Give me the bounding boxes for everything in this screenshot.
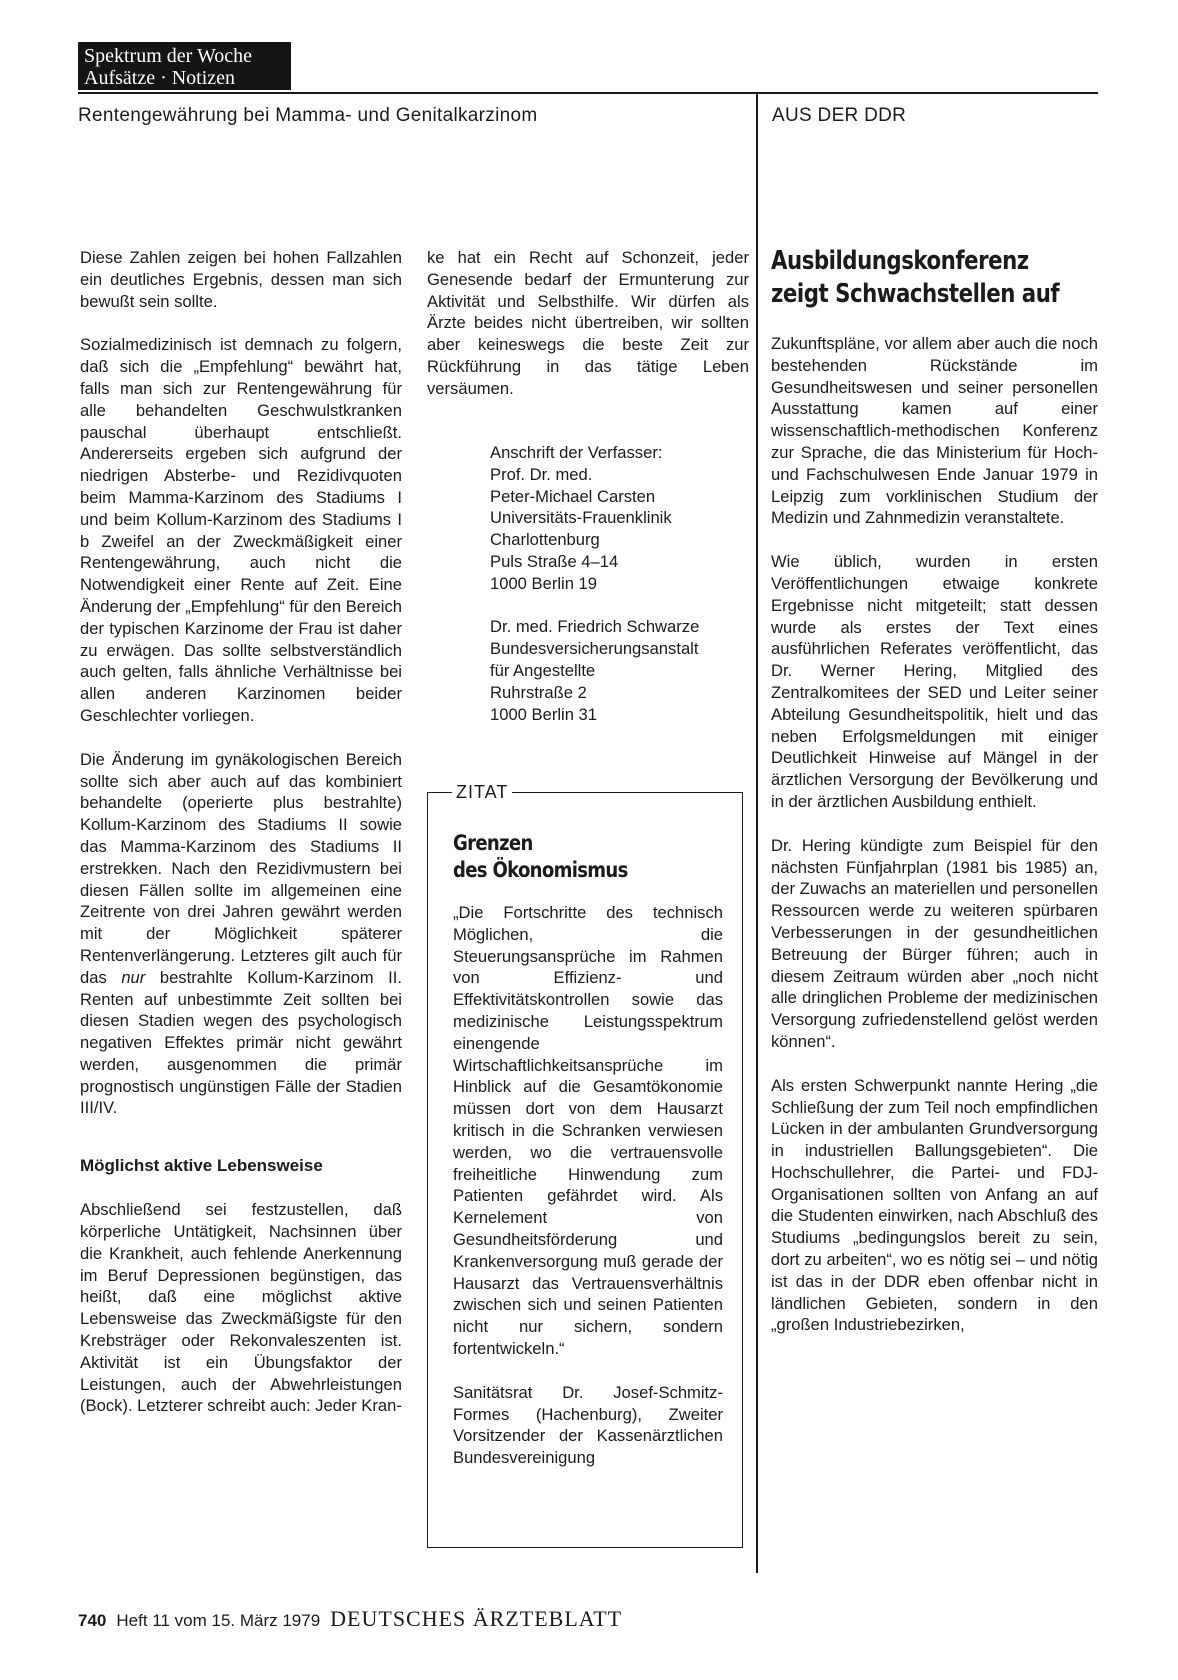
journal-name: DEUTSCHES ÄRZTEBLATT (330, 1606, 623, 1631)
quote-title: Grenzen des Ökonomismus (453, 831, 628, 882)
paragraph: Zukunftspläne, vor allem aber auch die noch bestehenden Rückstände im Gesundheitswesen und seiner personellen Ausstattung kamen auf einer wissenschaftlich-methodischen Konferenz zur Sprache, die das Ministerium für Hoch- und Fachschulwesen Ende Januar 1979 in Leipzig zum vorklinischen Studium der Medizin und Zahnmedizin veranstaltete. (771, 334, 1098, 528)
address-line: für Angestellte (490, 660, 596, 680)
address-line: Bundesversicherungsanstalt (490, 639, 699, 659)
article-column-2 (427, 247, 749, 400)
quote-content (453, 830, 723, 1469)
address-line: Anschrift der Verfasser: (490, 443, 663, 462)
emphasis: nur (121, 967, 146, 987)
paragraph: ke hat ein Recht auf Schonzeit, jeder Genesende bedarf der Ermunterung zur Aktivität und Selbsthilfe. Wir dürfen als Ärzte beides nicht übertreiben, wir sollten aber keineswegs die beste Zeit zur Rückführung in das tätige Leben versäumen. (427, 248, 749, 398)
address-line: 1000 Berlin 31 (490, 704, 598, 724)
section-badge (78, 42, 291, 90)
quote-text: „Die Fortschritte des technisch Möglichen, die Steuerungsansprüche im Rahmen von Effizienz- und Effektivitätskontrollen sowie das medizinische Leistungsspektrum einengende Wirtschaftlichkeitsansprüche im Hinblick auf die Gesamtökonomie müssen dort von dem Hausarzt kritisch in die Schranken verwiesen werden, wo die vertrauensvolle freiheitliche Hinwendung zum Patienten gefährdet wird. Als Kernelement von Gesundheitsförderung und Krankenversorgung muß gerade der Hausarzt das Vertrauensverhältnis zwischen sich und seinen Patienten nicht nur sichern, sondern fortentwickeln.“ (453, 903, 723, 1358)
paragraph: Sozialmedizinisch ist demnach zu folgern, daß sich die „Empfehlung“ bewährt hat, falls man sich zur Rentengewährung für alle behandelten Geschwulstkranken pauschal überhaupt entschließt. Andererseits ergeben sich aufgrund der niedrigen Absterbe- und Rezidivquoten beim Mamma-Karzinom des Stadiums I und beim Kollum-Karzinom des Stadiums I b Zweifel an der Zweckmäßigkeit einer Rentengewährung, auch nicht die Notwendigkeit einer Rente auf Zeit. Eine Änderung der „Empfehlung“ für den Bereich der typischen Karzinome der Frau ist daher zu erwägen. Das sollte selbstverständlich auch gelten, falls ähnliche Verhältnisse bei allen anderen Karzinomen beider Geschlechter vorliegen. (80, 335, 402, 725)
paragraph: Abschließend sei festzustellen, daß körperliche Untätigkeit, Nachsinnen über die Krankheit, auch fehlende Anerkennung im Beruf Depressionen begünstigen, das heißt, daß eine möglichst aktive Lebensweise das Zweckmäßigste für den Krebsträger oder Rekonvaleszenten ist. Aktivität ist ein Übungsfaktor der Leistungen, auch der Abwehrleistungen (Bock). Letzterer schreibt auch: Jeder Kran- (80, 1200, 402, 1416)
quote-attribution: Sanitätsrat Dr. Josef-Schmitz-Formes (Hachenburg), Zweiter Vorsitzender der Kassenärztlichen Bundesvereinigung (453, 1382, 723, 1468)
column-rule (756, 93, 758, 1573)
address-line: 1000 Berlin 19 (490, 573, 598, 593)
address-line: Charlottenburg (490, 530, 600, 550)
address-line: Prof. Dr. med. (490, 464, 593, 484)
page-number: 740 (78, 1611, 107, 1630)
badge-line-1: Spektrum der Woche (84, 45, 252, 67)
article-column-1 (80, 247, 402, 1417)
issue-info: Heft 11 vom 15. März 1979 (116, 1611, 321, 1630)
author-address (490, 442, 750, 725)
badge-line-2: Aufsätze · Notizen (84, 67, 236, 89)
page-footer (78, 1606, 622, 1632)
subheading: Möglichst aktive Lebensweise (80, 1156, 323, 1176)
paragraph: Dr. Hering kündigte zum Beispiel für den nächsten Fünfjahrplan (1981 bis 1985) an, der Zuwachs an materiellen und personellen Ressourcen werde zu weiteren spürbaren Verbesserungen in der gesundheitlichen Betreuung der Bürger führen; auch in diesem Zeitraum würden aber „noch nicht alle dringlichen Probleme der medizinischen Versorgung zufriedenstellend gelöst werden können“. (771, 835, 1098, 1051)
address-line: Dr. med. Friedrich Schwarze (490, 617, 700, 637)
paragraph: Als ersten Schwerpunkt nannte Hering „die Schließung der zum Teil noch empfindlichen Lücken in der ambulanten Grundversorgung in industriellen Ballungsgebieten“. Die Hochschullehrer, die Partei- und FDJ-Organisationen sollten von Anfang an auf die Studenten einwirken, nach Abschluß des Studiums „bedingungslos bereit zu sein, dort zu arbeiten“, wo es nötig sei – und nötig ist das in der DDR eben offenbar nicht in ländlichen Gebieten, sondern in den „großen Industriebezirken, (771, 1075, 1098, 1335)
quote-label: ZITAT (452, 781, 512, 803)
address-line: Ruhrstraße 2 (490, 682, 587, 702)
article-headline: Ausbildungskonferenz zeigt Schwachstellen auf (771, 246, 1060, 309)
section-label: AUS DER DDR (772, 105, 907, 126)
address-line: Peter-Michael Carsten (490, 486, 656, 506)
paragraph: Wie üblich, wurden in ersten Veröffentlichungen etwaige konkrete Ergebnisse nicht mitgeteilt; statt dessen wurde als erstes der Text eines ausführlichen Referates veröffentlicht, das Dr. Werner Hering, Mitglied des Zentralkomitees der SED und Leiter seiner Abteilung Gesundheitspolitik, hielt und das neben Erfolgsmeldungen mit einiger Deutlichkeit Hinweise auf Mängel in der ärztlichen Versorgung der Bevölkerung und in der ärztlichen Ausbildung enthielt. (771, 552, 1098, 811)
address-line: Universitäts-Frauenklinik (490, 508, 672, 528)
header-rule (78, 92, 1098, 94)
article-column-3 (771, 247, 1098, 1336)
running-title: Rentengewährung bei Mamma- und Genitalkarzinom (78, 105, 538, 126)
paragraph: Die Änderung im gynäkologischen Bereich sollte sich aber auch auf das kombiniert behandelte (operierte plus bestrahlte) Kollum-Karzinom des Stadiums II sowie das Mamma-Karzinom des Stadiums II erstrekken. Nach den Rezidivmustern bei diesen Fällen sollte im allgemeinen eine Zeitrente von drei Jahren gewährt werden mit der Möglichkeit späterer Rentenverlängerung. Letzteres gilt auch für das nur bestrahlte Kollum-Karzinom II. Renten auf unbestimmte Zeit sollten bei diesen Stadien wegen des psychologisch negativen Effektes primär nicht gewährt werden, ausgenommen die primär prognostisch ungünstigen Fälle der Stadien III/IV. (80, 749, 402, 1118)
paragraph: Diese Zahlen zeigen bei hohen Fallzahlen ein deutliches Ergebnis, dessen man sich bewußt sein sollte. (80, 248, 402, 311)
address-line: Puls Straße 4–14 (490, 551, 619, 571)
